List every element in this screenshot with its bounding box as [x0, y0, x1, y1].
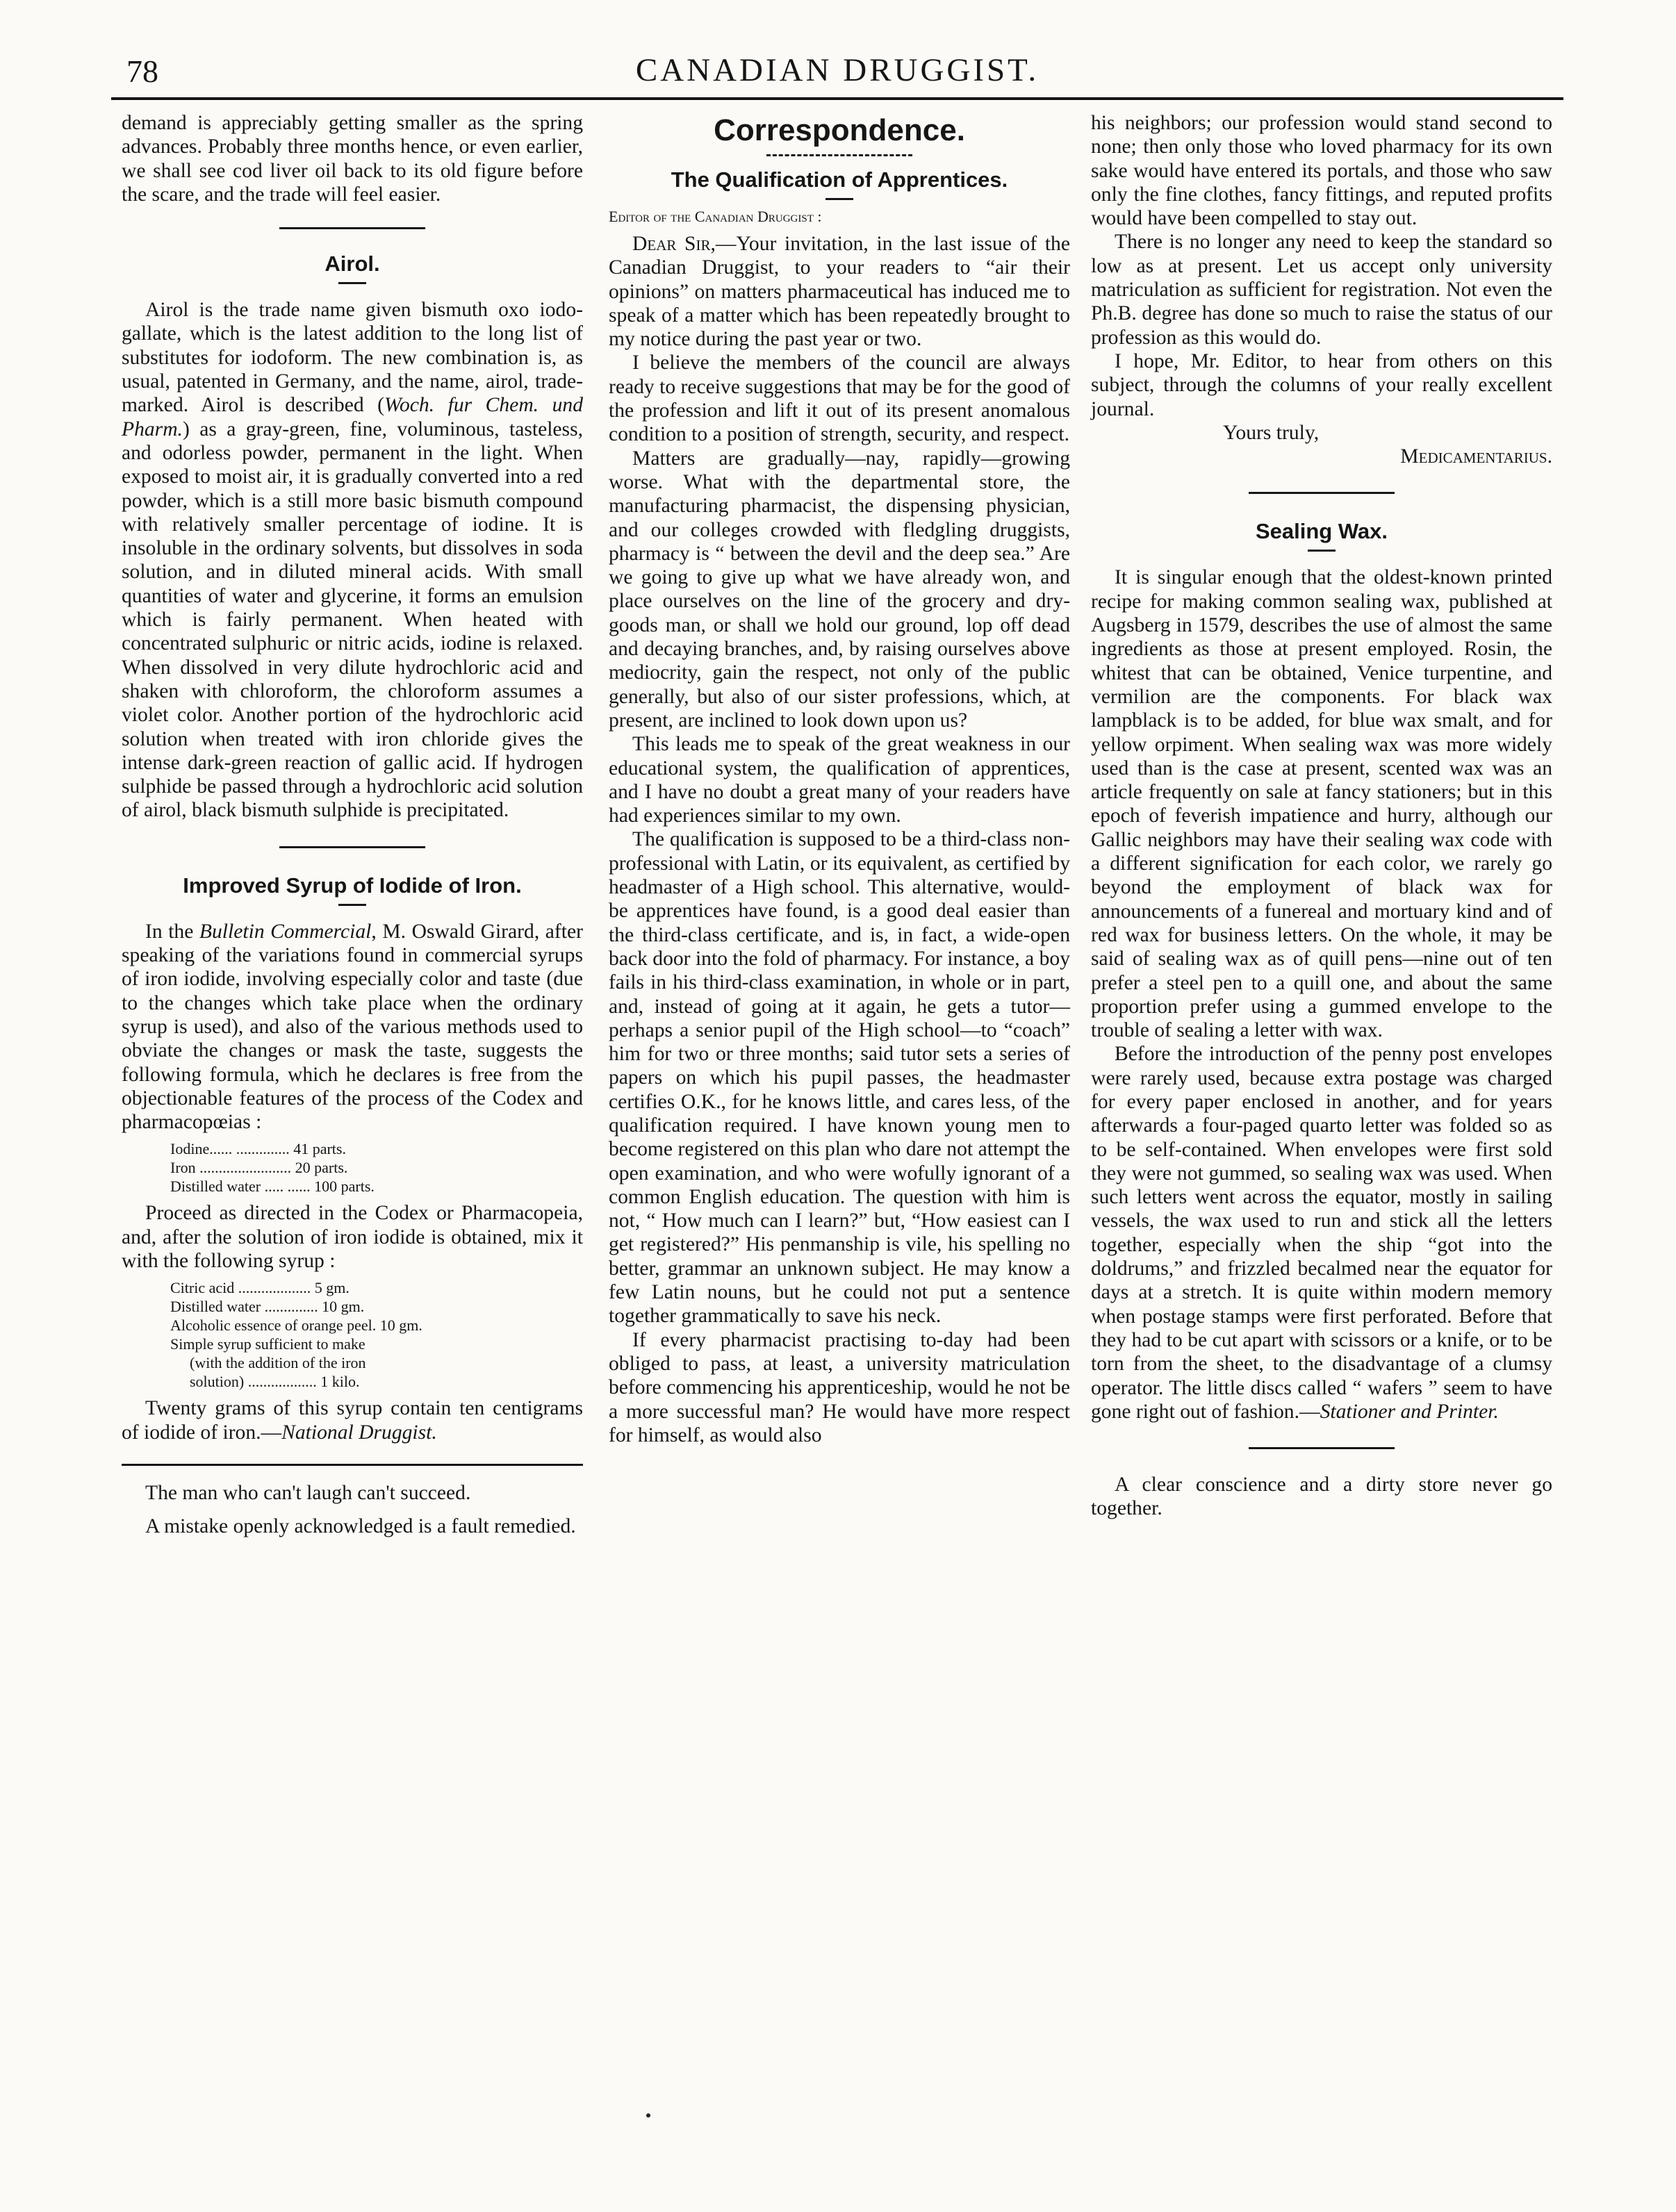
recipe-line: Iodine...... .............. 41 parts. [170, 1140, 346, 1158]
running-title: CANADIAN DRUGGIST. [635, 52, 1040, 88]
recipe-line: Alcoholic essence of orange peel. 10 gm. [170, 1317, 422, 1335]
airol-heading: Airol. [324, 251, 380, 276]
recipe-line: Simple syrup sufficient to make [170, 1335, 365, 1353]
section-divider [279, 227, 425, 229]
column-middle [609, 111, 1070, 1447]
section-divider [1249, 492, 1395, 494]
heading-dash [825, 198, 853, 200]
heading-dashed-rule [766, 154, 912, 156]
letter-paragraph-2: I believe the members of the council are always ready to receive suggestions that may be for the good of the profession and lift it out of its present anomalous condition to a position of strength, security, and respect. [609, 352, 1071, 446]
letter-continuation: his neighbors; our profession would stand second to none; then only those who loved pharmacy for its own sake would have entered its portals, and those who saw only the fine clothes, fancy fittings, and reputed profits would have been compelled to stay out. [1091, 112, 1552, 230]
intro-paragraph: demand is appreciably getting smaller as the spring advances. Probably three months hence, or even earlier, we shall see cod liver oil back to its old figure before the scare, and the trade will feel easier. [122, 112, 583, 206]
syrup-paragraph-2: Proceed as directed in the Codex or Pharmacopeia, and, after the solution of iron iodide is obtained, mix it with the following syrup : [122, 1202, 583, 1272]
syrup-paragraph-3: Twenty grams of this syrup contain ten centigrams of iodide of iron.—National Druggist. [122, 1397, 583, 1444]
full-divider [122, 1464, 583, 1466]
recipe-line: Distilled water ..... ...... 100 parts. [170, 1178, 375, 1196]
recipe-line: Distilled water .............. 10 gm. [170, 1298, 365, 1316]
sealing-wax-heading: Sealing Wax. [1255, 519, 1388, 544]
header-rule [111, 97, 1563, 100]
heading-dash [338, 904, 366, 906]
wax-paragraph-1: It is singular enough that the oldest-known printed recipe for making common sealing wax, published at Augsberg in 1579, describes the use of almost the same ingredients as those at present employed. Rosin, the whitest that can be obtained, Venice turpentine, and vermilion are the components. For black wax lampblack is to be added, for blue wax smalt, and for yellow orpiment. When sealing wax was more widely used than is the case at present, scented wax was an article frequently on sale at fancy stationers; but in this epoch of feverish impatience and hurry, although our Gallic neighbors may have their sealing wax code with a different signification for each color, we rarely go beyond the employment of black wax for announcements of a funereal and mortuary kind and of red wax for business letters. On the whole, it may be said of sealing wax as of quill pens—nine out of ten prefer a steel pen to a quill one, and about the same proportion prefer using a gummed envelope to the trouble of sealing a letter with wax. [1091, 566, 1552, 1042]
letter-paragraph-7: There is no longer any need to keep the standard so low as at present. Let us accept only university matriculation as sufficient for registration. Not even the Ph.B. degree has done so much to raise the status of our profession as this would do. [1091, 231, 1552, 349]
syrup-heading: Improved Syrup of Iodide of Iron. [183, 873, 522, 898]
syrup-paragraph-1: In the Bulletin Commercial, M. Oswald Girard, after speaking of the variations found in commercial syrups of iron iodide, involving especially color and taste (due to the changes which take place when the ordinary syrup is used), and also of the various methods used to obviate the changes or mask the taste, suggests the following formula, which he declares is free from the objectionable features of the process of the Codex and pharmacopœias : [122, 920, 583, 1134]
print-speck [646, 2113, 650, 2118]
letter-paragraph-4: This leads me to speak of the great weakness in our educational system, the qualification of apprentices, and I have no doubt a great many of your readers have had experiences similar to my own. [609, 733, 1070, 827]
recipe-line: (with the addition of the iron [190, 1354, 366, 1372]
correspondence-heading: Correspondence. [714, 113, 965, 147]
laugh-paragraph: The man who can't laugh can't succeed. [145, 1481, 471, 1504]
airol-paragraph: Airol is the trade name given bismuth oxo iodo-gallate, which is the latest addition to the long list of substitutes for iodoform. The new combination is, as usual, patented in Germany, and the name, airol, trade-marked. Airol is described (Woch. fur Chem. und Pharm.) as a gray-green, fine, voluminous, tasteless, and odorless powder, permanent in the light. When exposed to moist air, it is gradually converted into a red powder, which is a still more basic bismuth compound with relatively smaller percentage of iodine. It is insoluble in the ordinary solvents, but dissolves in soda solution, and in diluted mineral acids. With small quantities of water and glycerine, it forms an emulsion which is fairly permanent. When heated with concentrated sulphuric or nitric acids, iodine is relaxed. When dissolved in very dilute hydrochloric acid and shaken with chloroform, the chloroform assumes a violet color. Another portion of the hydrochloric acid solution when treated with iron chloride gives the intense dark-green reaction of gallic acid. If hydrogen sulphide be passed through a hydrochloric acid solution of airol, black bismuth sulphide is precipitated. [122, 299, 583, 822]
heading-dash [338, 282, 366, 284]
page-number: 78 [126, 53, 158, 89]
letter-signature: Medicamentarius. [1400, 445, 1552, 468]
editor-line: Editor of the Canadian Druggist : [609, 208, 822, 225]
apprentices-heading: The Qualification of Apprentices. [671, 167, 1008, 192]
letter-paragraph-8: I hope, Mr. Editor, to hear from others on this subject, through the columns of your really excellent journal. [1091, 349, 1552, 420]
recipe-table-1 [170, 1139, 583, 1196]
letter-paragraph-5: The qualification is supposed to be a third-class non-professional with Latin, or its equivalent, as certified by headmaster of a High school. This alternative, would-be apprentices have found, is a good deal easier than the third-class certificate, and is, in fact, a wide-open back door into the fold of pharmacy. For instance, a boy fails in his third-class examination, in whole or in part, and, instead of going at it again, he gets a tutor—perhaps a senior pupil of the High school—to “coach” him for two or three months; said tutor sets a series of papers on which his pupil passes, the headmaster certifies O.K., for he knows little, and cares less, of the qualification required. I have known young men to become registered on this plan who dare not attempt the open examination, and who were wofully ignorant of a common English education. The question with him is not, “ How much can I learn?” but, “How easiest can I get registered?” His penmanship is vile, his spelling no better, grammar an unknown subject. He may know a few Latin nouns, but he could not put a sentence together grammatically to save his neck. [609, 828, 1070, 1328]
letter-paragraph-3: Matters are gradually—nay, rapidly—growing worse. What with the departmental store, the manufacturing pharmacist, the dispensing physician, and our colleges crowded with fledgling druggists, pharmacy is “ between the devil and the deep sea.” Are we going to give up what we have already won, and place ourselves on the line of the grocery and dry-goods man, or shall we hold our ground, lop off dead and decaying branches, and, by raising ourselves above mediocrity, gain the respect, not only of the public generally, but also of our sister professions, which, at present, are inclined to look down upon us? [609, 447, 1070, 732]
letter-paragraph-1: Dear Sir,—Your invitation, in the last issue of the Canadian Druggist, to your readers to “air their opinions” on matters pharmaceutical has induced me to speak of a matter which has been repeatedly brought to my notice during the past year or two. [609, 233, 1070, 351]
column-left [122, 111, 583, 1538]
wax-paragraph-2: Before the introduction of the penny post envelopes were rarely used, because extra postage was charged for every paper enclosed in another, and for years afterwards a four-paged quarto letter was folded so as to be self-contained. When envelopes were first sold they were not gummed, so sealing wax was used. When such letters went across the equator, mostly in sailing vessels, the wax used to run and stick all the letters together, especially when the ship “got into the doldrums,” and frizzled becalmed near the equator for days at a stretch. It is quite within modern memory when postage stamps were first perforated. Before that they had to be cut apart with scissors or a knife, or to be torn from the sheet, to the disadvantage of a clumsy operator. The little discs called “ wafers ” seem to have gone right out of fashion.—Stationer and Printer. [1091, 1043, 1552, 1423]
recipe-table-2 [170, 1278, 583, 1391]
conscience-paragraph: A clear conscience and a dirty store never go together. [1091, 1474, 1552, 1520]
heading-dash [1308, 550, 1336, 552]
mistake-paragraph: A mistake openly acknowledged is a fault remedied. [145, 1515, 576, 1538]
section-divider [1249, 1447, 1395, 1449]
page-header [111, 49, 1563, 97]
section-divider [279, 846, 425, 848]
recipe-line: Iron ........................ 20 parts. [170, 1159, 348, 1177]
recipe-line: Citric acid ................... 5 gm. [170, 1279, 350, 1297]
column-right [1091, 111, 1552, 1521]
letter-closing: Yours truly, [1223, 421, 1320, 444]
recipe-line: solution) .................. 1 kilo. [190, 1373, 360, 1391]
letter-paragraph-6: If every pharmacist practising to-day had been obliged to pass, at least, a university matriculation before commencing his apprenticeship, would he not be a more successful man? He would have more respect for himself, as would also [609, 1328, 1070, 1446]
